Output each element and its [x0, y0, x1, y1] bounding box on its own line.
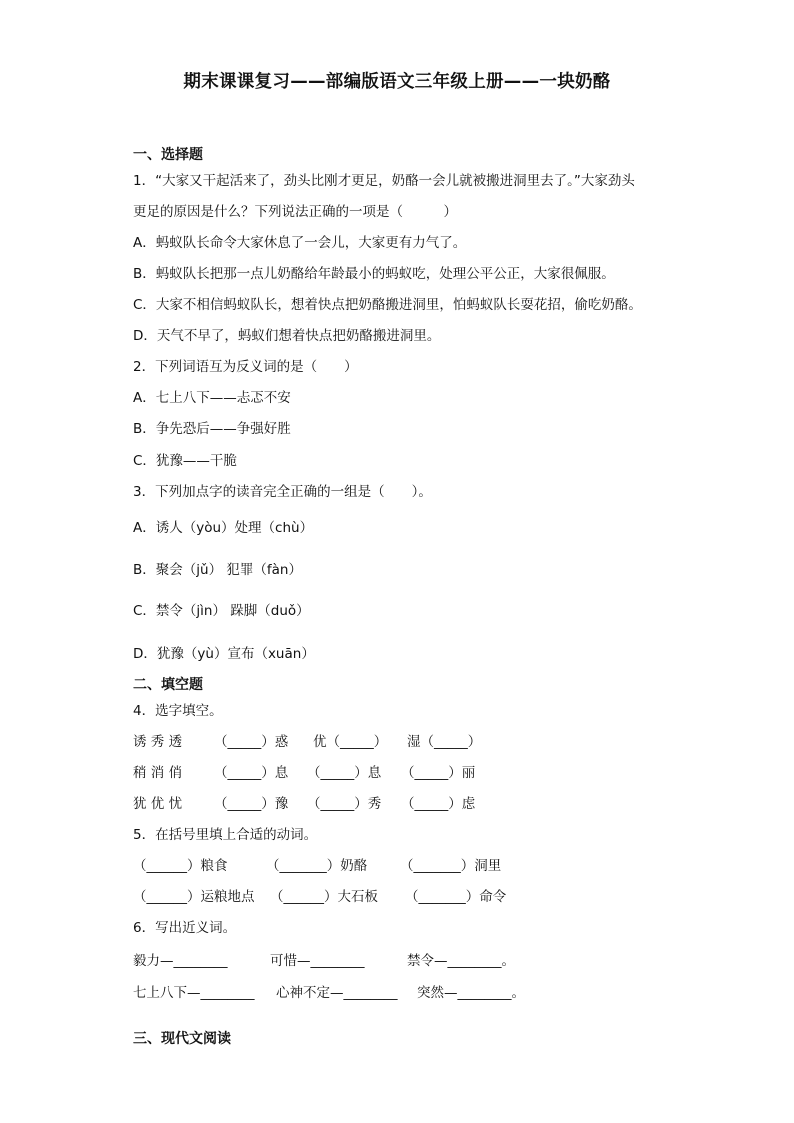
q6-row1-blank1: 毅力—________ — [133, 953, 228, 969]
q3-option-b: B．聚会（jǔ） 犯罪（fàn） — [133, 562, 302, 578]
q4-row1-blank2: 优（_____） — [313, 734, 388, 750]
q2-option-a: A．七上八下——忐忑不安 — [133, 390, 291, 406]
q5-row2-blank2: （______）大石板 — [270, 889, 378, 905]
q4-row3-blank3: （_____）虑 — [401, 796, 476, 812]
q5-stem: 5．在括号里填上合适的动词。 — [133, 827, 318, 843]
q4-row3-blank2: （_____）秀 — [307, 796, 382, 812]
q5-row1-blank3: （_______）洞里 — [400, 858, 502, 874]
q1-option-d: D．天气不早了，蚂蚁们想着快点把奶酪搬进洞里。 — [133, 328, 441, 344]
q3-option-d: D．犹豫（yù）宣布（xuān） — [133, 646, 315, 662]
q4-row1-blank3: 湿（_____） — [407, 734, 482, 750]
q4-stem: 4．选字填空。 — [133, 703, 223, 719]
q3-option-a: A．诱人（yòu）处理（chù） — [133, 520, 314, 536]
q1-option-b: B．蚂蚁队长把那一点儿奶酪给年龄最小的蚂蚁吃，处理公平公正，大家很佩服。 — [133, 266, 615, 282]
q3-stem: 3．下列加点字的读音完全正确的一组是（ ）。 — [133, 484, 432, 500]
q1-option-c: C．大家不相信蚂蚁队长，想着快点把奶酪搬进洞里，怕蚂蚁队长耍花招，偷吃奶酪。 — [133, 297, 642, 313]
q2-stem: 2．下列词语互为反义词的是（ ） — [133, 359, 358, 375]
q4-row2-chars: 稍 消 俏 — [133, 765, 183, 781]
q4-row3-chars: 犹 优 忧 — [133, 796, 183, 812]
page-title: 期末课课复习——部编版语文三年级上册——一块奶酪 — [183, 72, 611, 92]
q6-row2-blank2: 心神不定—________ — [276, 985, 398, 1001]
q4-row1-chars: 诱 秀 透 — [133, 734, 183, 750]
q1-stem-line2: 更足的原因是什么？下列说法正确的一项是（ ） — [133, 204, 457, 220]
q6-stem: 6．写出近义词。 — [133, 920, 237, 936]
section-heading-fill: 二、填空题 — [133, 677, 203, 693]
q1-option-a: A．蚂蚁队长命令大家休息了一会儿，大家更有力气了。 — [133, 235, 467, 251]
q6-row1-blank2: 可惜—________ — [270, 953, 365, 969]
section-heading-choice: 一、选择题 — [133, 147, 203, 163]
q4-row2-blank3: （_____）丽 — [401, 765, 476, 781]
q4-row1-blank1: （_____）惑 — [214, 734, 289, 750]
q2-option-b: B．争先恐后——争强好胜 — [133, 421, 291, 437]
q4-row2-blank2: （_____）息 — [307, 765, 382, 781]
q4-row3-blank1: （_____）豫 — [214, 796, 289, 812]
q3-option-c: C．禁令（jìn） 跺脚（duǒ） — [133, 603, 310, 619]
q5-row1-blank1: （______）粮食 — [133, 858, 228, 874]
q5-row2-blank3: （_______）命令 — [405, 889, 507, 905]
q6-row2-blank1: 七上八下—________ — [133, 985, 255, 1001]
q6-row2-blank3: 突然—________。 — [417, 985, 525, 1001]
q4-row2-blank1: （_____）息 — [214, 765, 289, 781]
q5-row1-blank2: （_______）奶酪 — [266, 858, 368, 874]
q1-stem-line1: 1．“大家又干起活来了，劲头比刚才更足，奶酪一会儿就被搬进洞里去了。”大家劲头 — [133, 173, 635, 189]
q6-row1-blank3: 禁令—________。 — [407, 953, 515, 969]
q5-row2-blank1: （______）运粮地点 — [133, 889, 255, 905]
q2-option-c: C．犹豫——干脆 — [133, 453, 237, 469]
section-heading-reading: 三、现代文阅读 — [133, 1031, 231, 1047]
